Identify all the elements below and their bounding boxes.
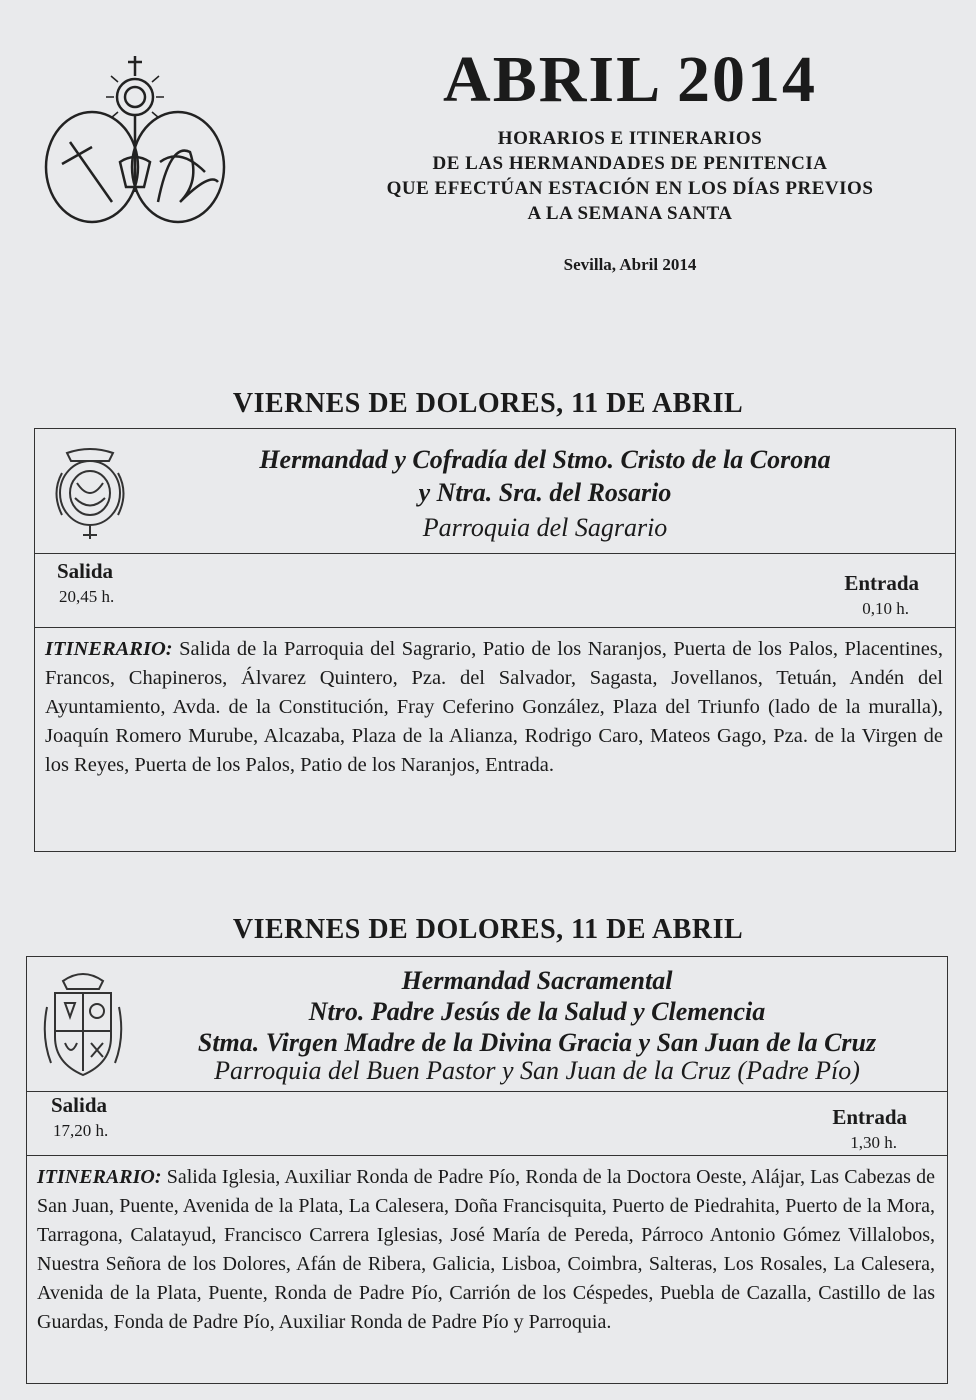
entrada-label: Entrada [832, 1105, 907, 1129]
brotherhood-card [26, 956, 948, 1384]
card-header [27, 957, 947, 1092]
crest-icon [47, 443, 133, 543]
entrada-label: Entrada [844, 571, 919, 595]
entrada-time: 0,10 h. [862, 599, 909, 618]
salida-label: Salida [57, 559, 114, 583]
itinerary-label: ITINERARIO: [45, 638, 173, 660]
page-title: ABRIL 2014 [443, 43, 817, 116]
brotherhood-card [34, 428, 956, 852]
itinerary [37, 1163, 935, 1337]
day-heading: VIERNES DE DOLORES, 11 DE ABRIL [232, 914, 744, 945]
salida-label: Salida [51, 1093, 108, 1117]
brotherhood-name: Hermandad y Cofradía del Stmo. Cristo de la Corona y Ntra. Sra. del Rosario [259, 445, 831, 507]
brotherhood-name: Hermandad Sacramental Ntro. Padre Jesús de la Salud y Clemencia Stma. Virgen Madre de la Divina Gracia y San Juan de la Cruz [197, 966, 877, 1057]
itinerary-text: Salida de la Parroquia del Sagrario, Patio de los Naranjos, Puerta de los Palos, Placentines, Francos, Chapineros, Álvarez Quintero, Pza. del Salvador, Sagasta, Jovellanos, Tetuán, Andén del Ayuntamiento, Avda. de la Constitución, Fray Ceferino González, Plaza del Triunfo (lado de la muralla), Joaquín Romero Murube, Alcazaba, Plaza de la Alianza, Rodrigo Caro, Mateos Gago, Pza. de la Virgen de los Reyes, Puerta de los Palos, Patio de los Naranjos, Entrada. [45, 638, 943, 776]
place-date: Sevilla, Abril 2014 [563, 255, 697, 274]
parish-name: Parroquia del Sagrario [422, 513, 668, 542]
itinerary-label: ITINERARIO: [37, 1166, 162, 1188]
salida-time: 20,45 h. [59, 587, 115, 606]
crest-icon [41, 967, 125, 1081]
entrada-time: 1,30 h. [850, 1133, 897, 1152]
day-heading: VIERNES DE DOLORES, 11 DE ABRIL [232, 388, 744, 419]
times-row [35, 553, 955, 628]
salida-time: 17,20 h. [53, 1121, 109, 1140]
itinerary-text: Salida Iglesia, Auxiliar Ronda de Padre Pío, Ronda de la Doctora Oeste, Alájar, Las Cabezas de San Juan, Puente, Avenida de la Plata, La Calesera, Doña Francisquita, Puerto de Piedrahita, Puerto de la Mora, Tarragona, Calatayud, Francisco Carrera Iglesias, José María de Pereda, Párroco Antonio Gómez Villalobos, Nuestra Señora de los Dolores, Afán de Ribera, Galicia, Lisboa, Coimbra, Salteras, Los Rosales, La Calesera, Avenida de la Plata, Puente, Ronda de Padre Pío, Carrión de los Céspedes, Puebla de Cazalla, Castillo de las Guardas, Fonda de Padre Pío, Auxiliar Ronda de Padre Pío y Parroquia. [37, 1166, 935, 1333]
times-row [27, 1091, 947, 1156]
card-header [35, 429, 955, 554]
sacramental-emblem-icon [40, 52, 230, 232]
parish-name: Parroquia del Buen Pastor y San Juan de la Cruz (Padre Pío) [214, 1056, 860, 1085]
page-subtitle: HORARIOS E ITINERARIOS DE LAS HERMANDADES DE PENITENCIA QUE EFECTÚAN ESTACIÓN EN LOS DÍAS PREVIOS A LA SEMANA SANTA [386, 128, 874, 224]
itinerary [45, 635, 943, 780]
